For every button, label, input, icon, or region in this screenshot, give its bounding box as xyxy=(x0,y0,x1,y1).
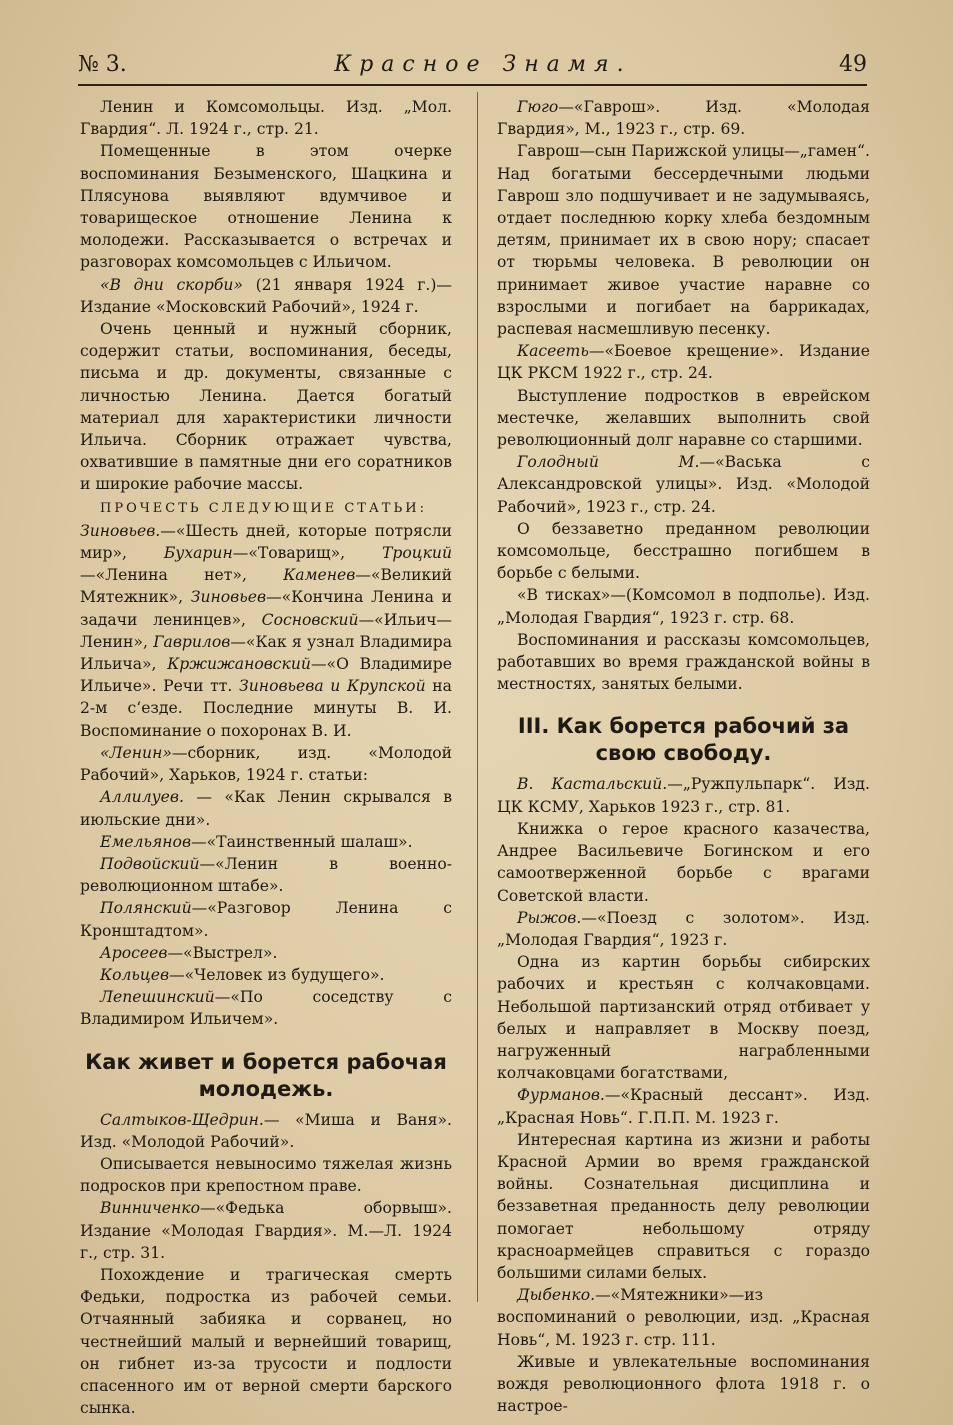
article-entry xyxy=(80,786,452,830)
right-column xyxy=(497,96,870,1417)
page-header xyxy=(78,44,867,86)
book-description: Помещенные в этом очерке воспоминания Безыменского, Шацкина и Плясунова выявляют вдумчивое и товарищеское отношение Ленина к молодежи. Рассказывается о встречах и разговорах комсомольцев с Ильичом. xyxy=(80,142,452,272)
article: —«Как я узнал Владимира Ильича», xyxy=(80,632,452,674)
author: Сосновский xyxy=(261,610,359,629)
author: Кржижановский xyxy=(167,655,311,674)
author: Аросеев xyxy=(100,943,168,962)
book-entry xyxy=(497,1284,870,1351)
author: Салтыков-Щедрин. xyxy=(100,1110,264,1129)
articles-heading: ПРОЧЕСТЬ СЛЕДУЮЩИЕ СТАТЬИ: xyxy=(100,500,427,516)
book-entry xyxy=(497,451,870,518)
book-entry: Ленин и Комсомольцы. Изд. „Мол. Гвардия“. Л. 1924 г., стр. 21. xyxy=(80,98,452,139)
author: Голодный М. xyxy=(517,453,700,472)
section-heading: Как живет и борется рабочая молодежь. xyxy=(85,1049,447,1101)
book-entry xyxy=(80,274,452,318)
book-entry xyxy=(497,907,870,951)
author: Троцкий xyxy=(381,544,452,563)
author: Гюго xyxy=(517,98,559,116)
article: —«Ленин в военно-революционном штабе». xyxy=(80,854,452,896)
column-divider xyxy=(477,92,478,1302)
author: Зиновьева и Крупской xyxy=(239,677,426,696)
article: —«Таинственный шалаш». xyxy=(191,832,413,851)
book-details: —«Федька оборвыш». Издание «Молодая Гвардия». М.—Л. 1924 г., стр. 31. xyxy=(80,1199,452,1262)
articles-list xyxy=(80,496,452,742)
book-description: Похождение и трагическая смерть Федьки, подростка из рабочей семьи. Отчаянный забияка и сорванец, но честнейший малый и вернейший товарищ, он гибнет из-за трусости и подлости спасенного им от верной смерти барского сынка. xyxy=(80,1265,452,1418)
author: Фурманов. xyxy=(517,1086,605,1105)
book-description: Воспоминания и рассказы комсомольцев, работавших во время гражданской войны в местностях, занятых белыми. xyxy=(497,630,870,694)
article: —«Выстрел». xyxy=(167,943,278,962)
author: Рыжов. xyxy=(517,908,582,927)
book-entry xyxy=(497,773,870,817)
article: —«Шесть дней, которые потрясли мир», xyxy=(80,521,452,563)
book-entry: «В тисках»—(Комсомол в подполье). Изд. „Молодая Гвардия“, 1923 г. стр. 68. xyxy=(497,586,870,627)
article: —«О Владимире Ильиче». Речи тт. xyxy=(80,655,452,696)
section-heading: III. Как борется рабочий за свою свободу. xyxy=(517,714,850,766)
article: —«Кончина Ленина и задачи ленинцев», xyxy=(80,588,452,629)
book-description: Описывается невыносимо тяжелая жизнь подросков при крепостном праве. xyxy=(80,1154,452,1196)
article-entry xyxy=(80,942,452,964)
author: Подвойский xyxy=(100,854,200,873)
book-description: Интересная картина из жизни и работы Красной Армии во время гражданской войны. Сознательная дисциплина и беззаветная преданность делу революции помогает небольшому отряду красноармейцев справиться с гораздо большими силами белых. xyxy=(497,1130,870,1282)
page-number: 49 xyxy=(838,51,867,77)
author: Зиновьев. xyxy=(80,521,161,540)
book-description: Гаврош—сын Парижской улицы—„гамен“. Над богатыми бессердечными людьми Гаврош зло подшучивает и не задумываясь, отдает последнюю корку хлеба бездомным детям, принимает их в свою нору; спасает от тюрьмы человека. В революции он принимает живое участие наравне со взрослыми и погибает на баррикадах, распевая насмешливую песенку. xyxy=(497,142,870,339)
article-entry xyxy=(80,897,452,941)
article-entry xyxy=(80,831,452,853)
author: Каменев xyxy=(283,566,356,585)
journal-title: Красное Знамя. xyxy=(334,51,632,77)
author: Касееть xyxy=(517,342,589,361)
book-details: —«Боевое крещение». Издание ЦК РКСМ 1922 г., стр. 24. xyxy=(497,342,870,383)
author: Бухарин xyxy=(163,544,233,563)
book-entry xyxy=(497,1084,870,1128)
article: на 2-м с‘езде. Последние минуты В. И. Воспоминание о похоронах В. И. xyxy=(80,677,452,740)
article: —«По соседству с Владимиром Ильичем». xyxy=(80,988,452,1029)
book-details: —сборник, изд. «Молодой Рабочий», Харьков, 1924 г. статьи: xyxy=(80,743,452,785)
author: Лепешинский xyxy=(100,988,215,1007)
book-entry xyxy=(80,1109,452,1153)
author: Гаврилов xyxy=(153,632,231,651)
article: —«Разговор Ленина с Кронштадтом». xyxy=(80,899,452,940)
article-entry xyxy=(80,964,452,986)
book-details: (21 января 1924 г.)—Издание «Московский Рабочий», 1924 г. xyxy=(80,275,452,316)
book-entry xyxy=(497,340,870,384)
book-details: —«Мятежники»—из воспоминаний о революции, изд. „Красная Новь“, М. 1923 г. стр. 111. xyxy=(497,1286,870,1349)
book-description: Живые и увлекательные воспоминания вождя революционного флота 1918 г. о настрое- xyxy=(497,1352,870,1416)
book-description: Очень ценный и нужный сборник, содержит статьи, воспоминания, беседы, письма и др. документы, связанные с личностью Ленина. Дается богатый материал для характеристики личности Ильича. Сборник отражает чувства, охватившие в памятные дни его соратников и широкие рабочие массы. xyxy=(80,320,452,494)
book-details: —«Поезд с золотом». Изд. „Молодая Гвардия“, 1923 г. xyxy=(497,908,870,949)
article-entry xyxy=(80,853,452,897)
author: Винниченко xyxy=(100,1199,200,1218)
author: Дыбенко. xyxy=(517,1286,596,1305)
issue-number: № 3. xyxy=(78,51,127,77)
book-details: —„Ружпульпарк“. Изд. ЦК КСМУ, Харьков 1923 г., стр. 81. xyxy=(497,775,870,816)
article: —«Товарищ», xyxy=(232,544,382,563)
book-description: О беззаветно преданном революции комсомольце, бесстрашно погибшем в борьбе с белыми. xyxy=(497,519,870,583)
book-title: «Ленин» xyxy=(100,743,172,762)
book-entry xyxy=(80,1197,452,1264)
left-column xyxy=(80,96,452,1419)
author: Аллилуев. xyxy=(100,788,184,807)
book-entry xyxy=(497,96,870,140)
author: Емельянов xyxy=(100,832,192,851)
article: —«Ильич—Ленин», xyxy=(80,610,452,651)
book-entry xyxy=(80,742,452,786)
article-entry xyxy=(80,986,452,1030)
article: —«Человек из будущего». xyxy=(169,965,385,984)
article: — «Как Ленин скрывался в июльские дни». xyxy=(80,788,452,829)
book-details: —«Гаврош». Изд. «Молодая Гвардия», М., 1923 г., стр. 69. xyxy=(497,98,870,139)
author: В. Кастальский. xyxy=(517,775,668,794)
author: Кольцев xyxy=(100,965,170,984)
book-description: Выступление подростков в еврейском местечке, желавших выполнить свой революционный долг наравне со старшими. xyxy=(497,386,870,450)
article: —«Великий Мятежник», xyxy=(80,566,452,607)
article: —«Ленина нет», xyxy=(80,566,284,585)
book-description: Книжка о герое красного казачества, Андрее Васильевиче Богинском и его самоотверженной борьбе с врагами Советской власти. xyxy=(497,819,870,905)
book-description: Одна из картин борьбы сибирских рабочих и крестьян с колчаковцами. Небольшой партизанский отряд отбивает у белых и направляет в Москву поезд, нагруженный награбленными колчаковцами богатствами, xyxy=(497,953,870,1083)
author: Полянский xyxy=(100,899,192,918)
book-details: — «Миша и Ваня». Изд. «Молодой Рабочий». xyxy=(80,1110,452,1151)
author: Зиновьев xyxy=(190,588,267,607)
book-details: —«Красный дессант». Изд. „Красная Новь“. Г.П.П. М. 1923 г. xyxy=(497,1086,870,1127)
book-title: «В дни скорби» xyxy=(100,275,243,294)
book-details: —«Васька с Александровской улицы». Изд. «Молодой Рабочий», 1923 г., стр. 24. xyxy=(497,453,870,516)
